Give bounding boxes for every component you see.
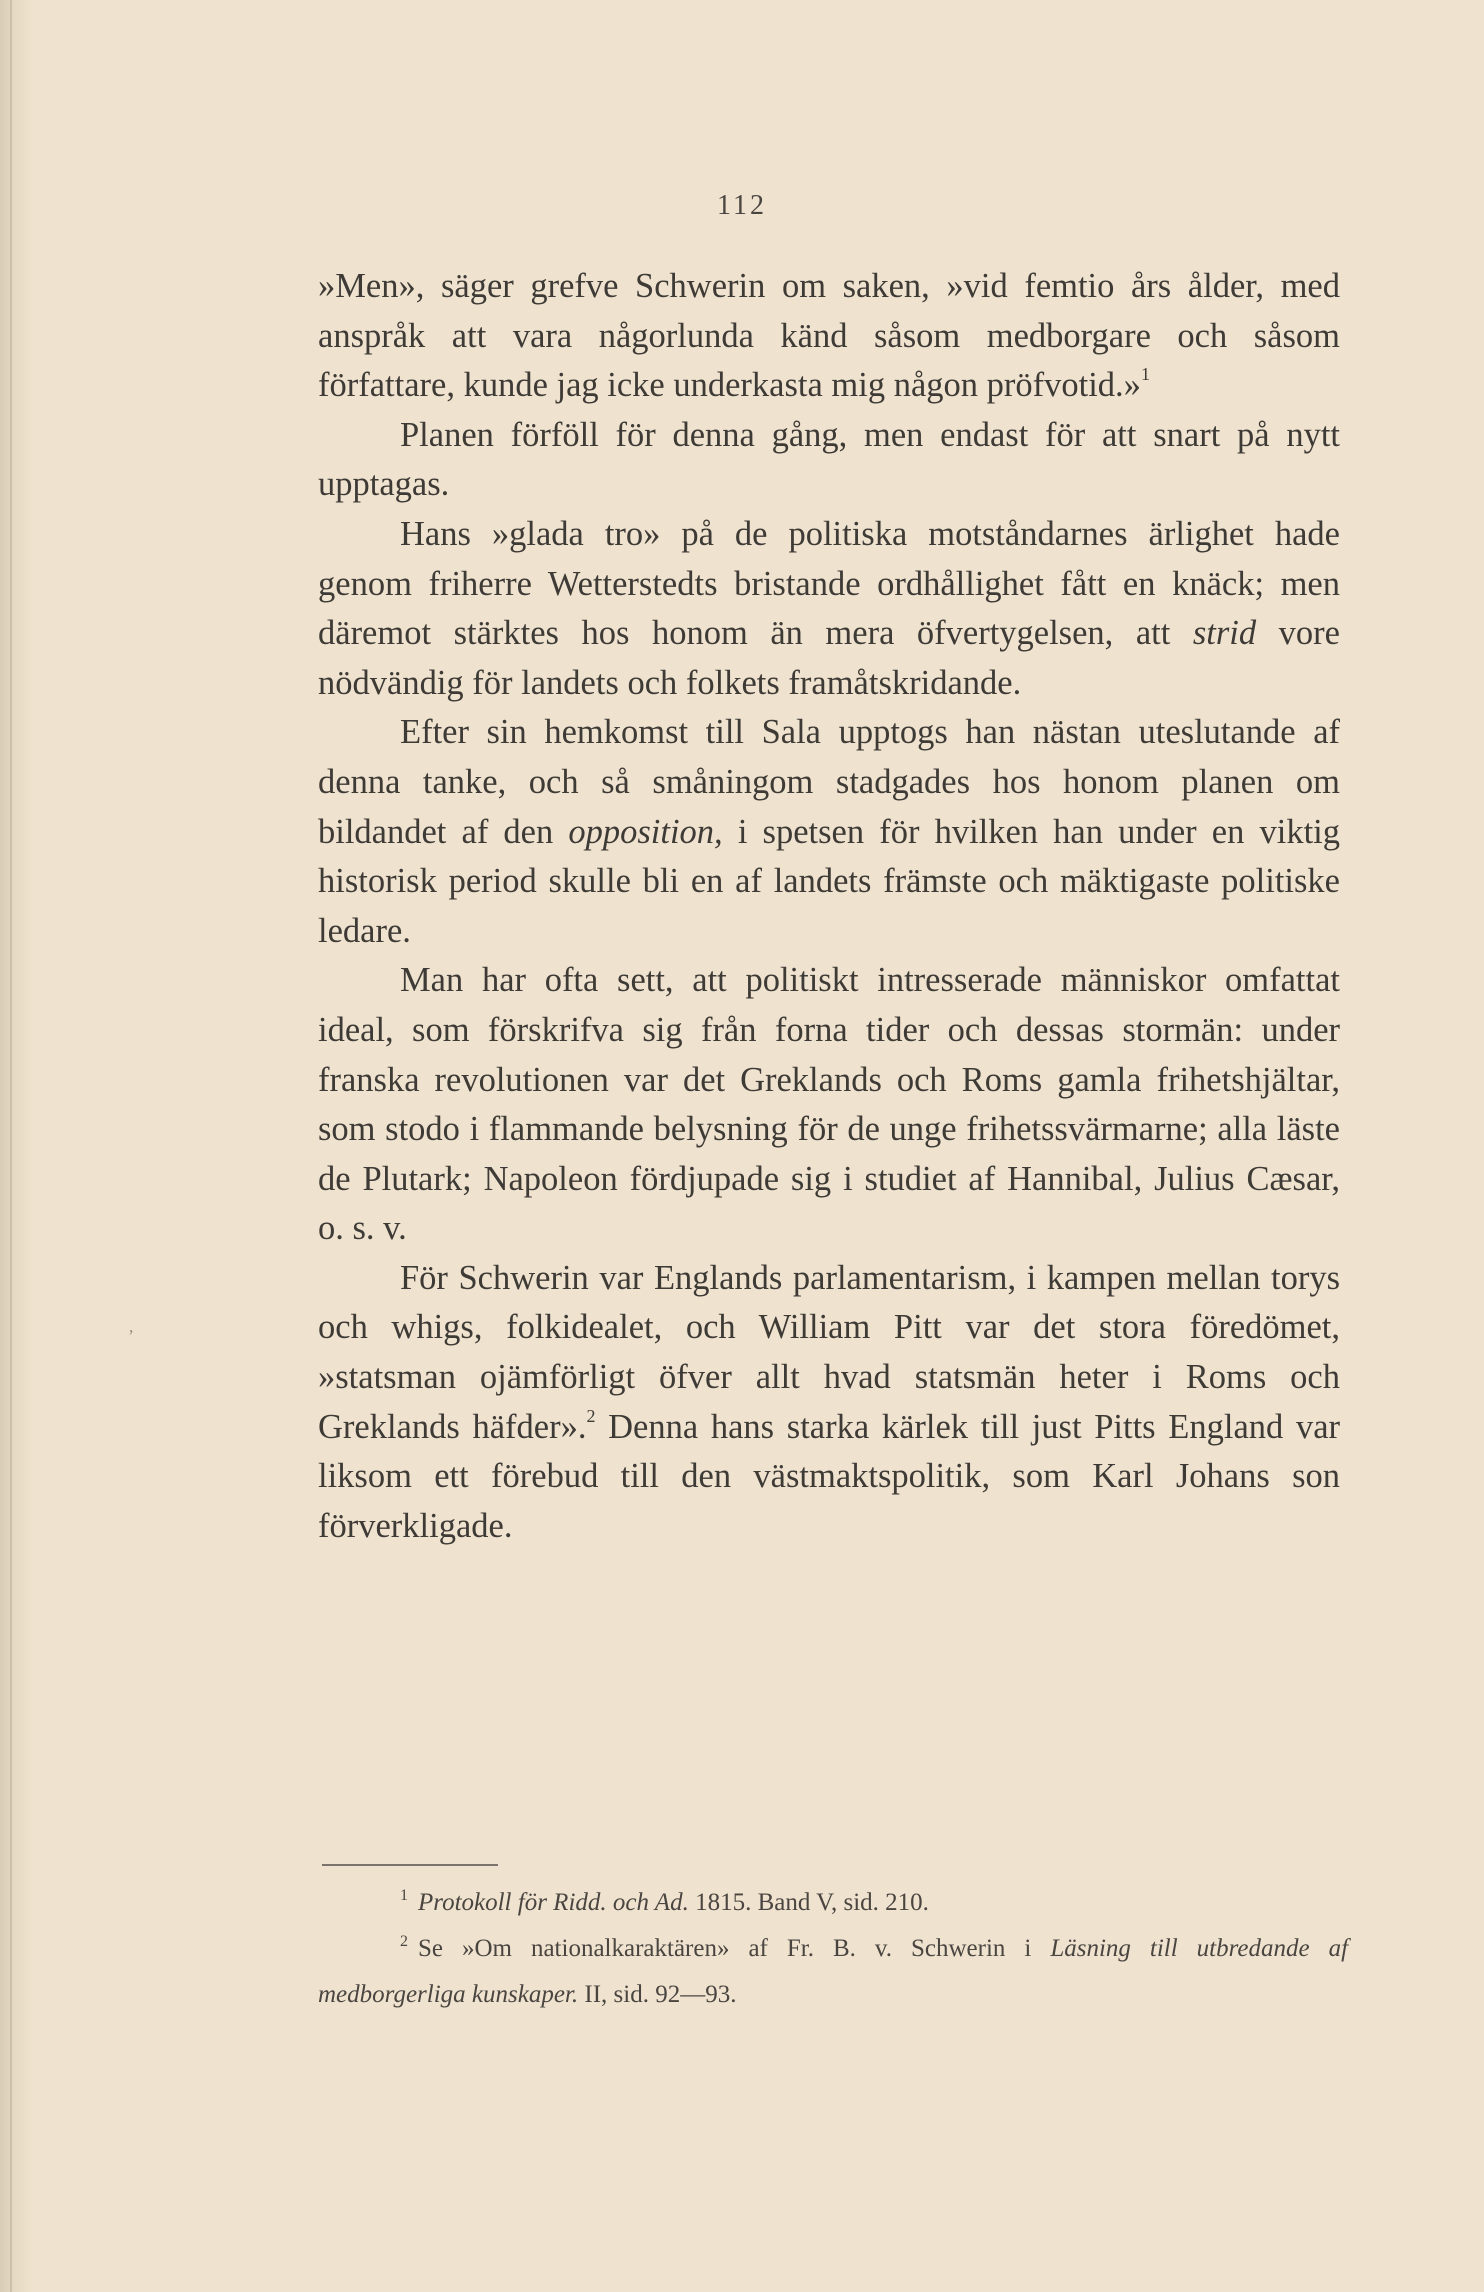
text-run: II, sid. 92—93. [578, 1981, 737, 2008]
italic-text: Protokoll för Ridd. och Ad. [418, 1889, 689, 1916]
paper-speck: ’ [128, 1326, 134, 1346]
text-run: vore nödvändig för landets och folkets framåtskridande. [318, 614, 1340, 702]
page-edge-shadow [0, 0, 34, 2292]
paragraph [318, 956, 1340, 1254]
text-run: Denna hans starka kärlek till just Pitts England var liksom ett förebud till den västmaktspolitik, som Karl Johans son förverkligade. [318, 1407, 1340, 1545]
italic-text: Läsning till utbredande af medborgerliga kunskaper. [318, 1935, 1349, 2008]
text-run: För Schwerin var Englands parlamentarism, i kampen mellan torys och whigs, folkidealet, och William Pitt var det stora föredömet, »statsman ojämförligt öfver allt hvad statsmän heter i Roms och Greklands häfder». [318, 1258, 1340, 1446]
footnote [318, 1880, 1348, 1926]
text-run: Efter sin hemkomst till Sala upptogs han nästan uteslutande af denna tanke, och så småningom stadgades hos honom planen om bildandet af den [318, 713, 1340, 851]
body-text [318, 262, 1340, 1551]
text-run: i spetsen för hvilken han under en viktig historisk period skulle bli en af landets främste och mäktigaste politiske ledare. [318, 812, 1340, 950]
paragraph [318, 411, 1340, 510]
page-edge-line [10, 0, 12, 2292]
footnote-reference: 1 [1140, 364, 1150, 385]
text-run: Hans »glada tro» på de politiska motståndarnes ärlighet hade genom friherre Wetterstedts bristande ordhållighet fått en knäck; men däremot stärktes hos honom än mera öfvertygelsen, att [318, 514, 1340, 653]
text-run: Se »Om nationalkaraktären» af Fr. B. v. Schwerin i [418, 1935, 1051, 1962]
text-run: Planen förföll för denna gång, men endast för att snart på nytt upptagas. [318, 415, 1340, 504]
italic-text: opposition, [568, 812, 723, 851]
footnote-reference: 2 [586, 1405, 596, 1426]
footnote [318, 1926, 1348, 2018]
paragraph [318, 262, 1340, 411]
text-run: Man har ofta sett, att politiskt intresserade människor omfattat ideal, som förskrifva sig från forna tider och dessas stormän: under franska revolutionen var det Greklands och Roms gamla frihetshjältar, som stodo i flammande belysning för de unge frihetssvärmarne; alla läste de Plutark; Napoleon fördjupade sig i studiet af Hannibal, Julius Cæsar, o. s. v. [318, 961, 1340, 1248]
paragraph [318, 1254, 1340, 1552]
italic-text: strid [1192, 614, 1257, 653]
text-run: »Men», säger grefve Schwerin om saken, »vid femtio års ålder, med anspråk att vara någorlunda känd såsom medborgare och såsom författare, kunde jag icke underkasta mig någon pröfvotid.» [318, 267, 1340, 405]
paragraph [318, 708, 1340, 956]
footnote-mark: 2 [400, 1933, 408, 1950]
footnotes [318, 1880, 1348, 2018]
footnote-mark: 1 [400, 1887, 408, 1904]
text-run: 1815. Band V, sid. 210. [688, 1889, 929, 1916]
page-number: 112 [717, 190, 767, 221]
paragraph [318, 510, 1340, 708]
footnote-rule [322, 1864, 498, 1866]
